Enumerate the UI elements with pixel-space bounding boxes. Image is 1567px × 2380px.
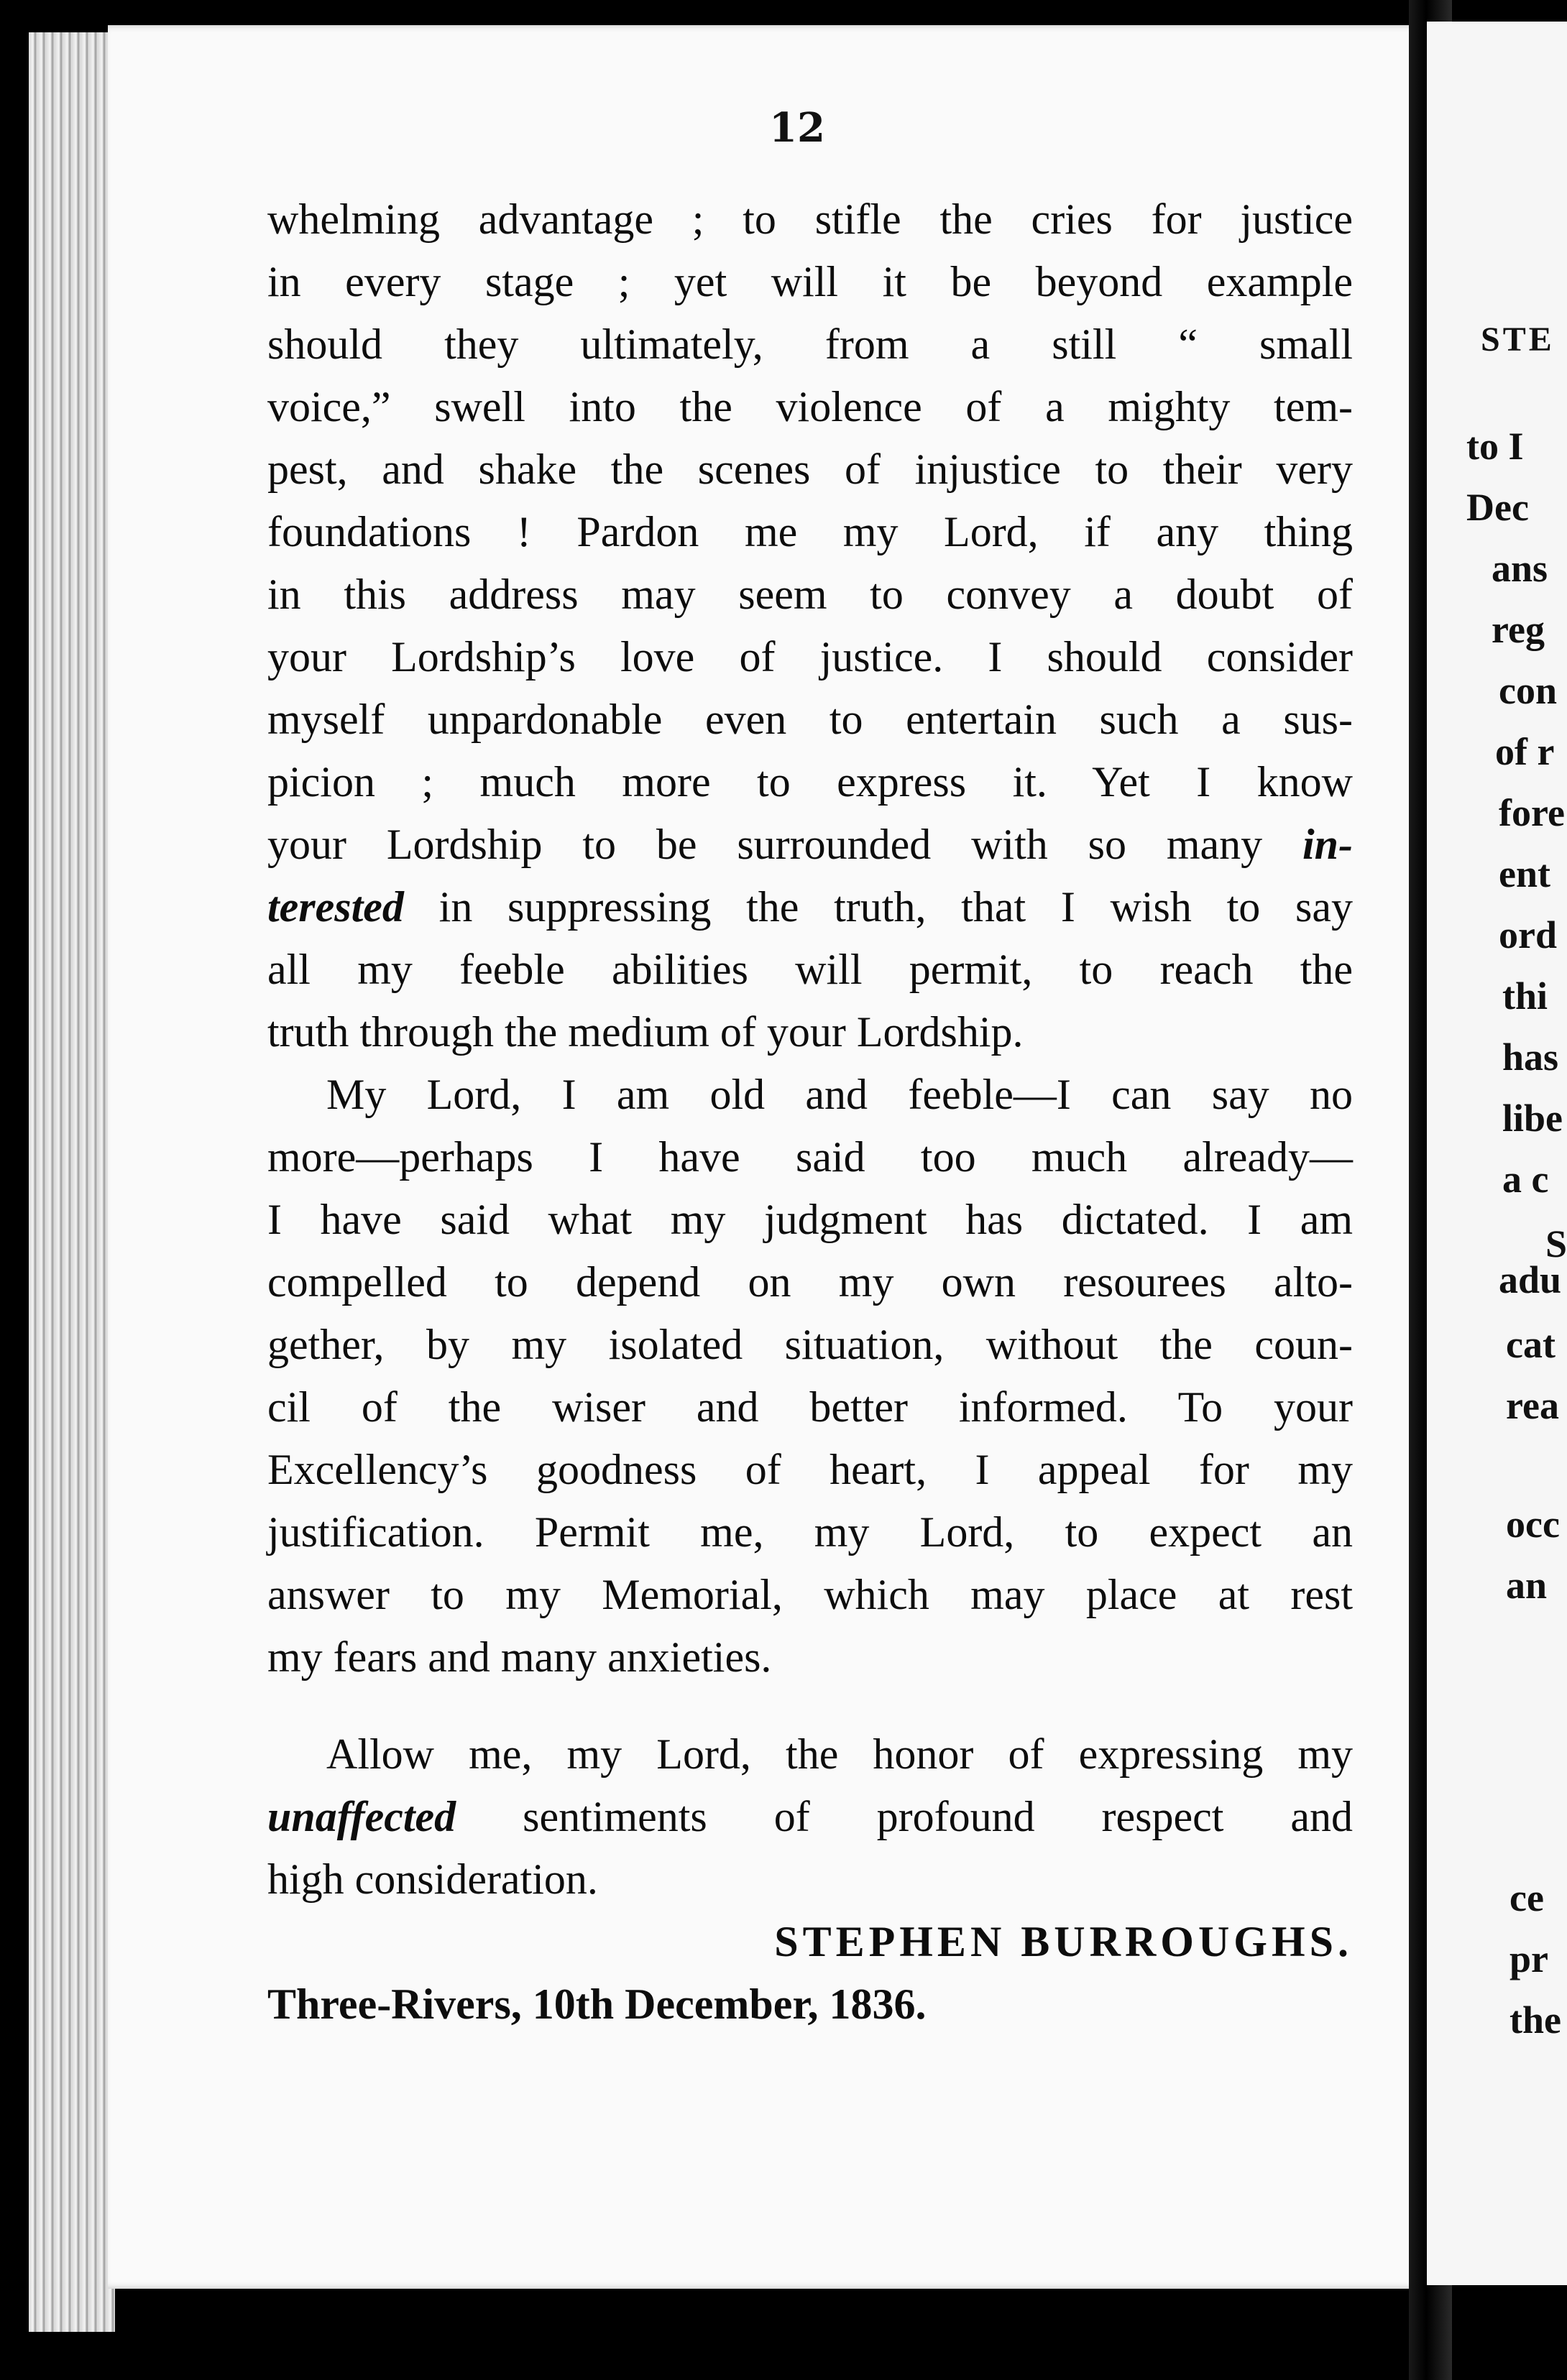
text-line: your Lordship to be surrounded with so many in-: [267, 821, 1353, 868]
text-line: answer to my Memorial, which may place at rest: [267, 1571, 1353, 1618]
text-line: compelled to depend on my own resourees alto-: [267, 1258, 1353, 1306]
next-page-fragment: con: [1499, 669, 1557, 712]
text-line: more—perhaps I have said too much already—: [267, 1133, 1353, 1181]
text-line: terested in suppressing the truth, that I wish to say: [267, 883, 1353, 931]
text-line: all my feeble abilities will permit, to reach the: [267, 946, 1353, 993]
text-line: in every stage ; yet will it be beyond example: [267, 258, 1353, 305]
text-line: My Lord, I am old and feeble—I can say no: [326, 1071, 1353, 1118]
page-text: [267, 188, 1353, 2036]
text-line: your Lordship’s love of justice. I should consider: [267, 633, 1353, 681]
next-page-fragment: libe: [1502, 1097, 1563, 1140]
next-page-fragment: rea: [1506, 1384, 1559, 1427]
text-line: pest, and shake the scenes of injustice to their very: [267, 446, 1353, 493]
text-line: [267, 1786, 1353, 1848]
text-line: picion ; much more to express it. Yet I know: [267, 758, 1353, 806]
italic-word: unaffected: [267, 1793, 456, 1840]
italic-word: terested: [267, 883, 404, 931]
next-page-fragment: adu: [1499, 1258, 1562, 1301]
page-number: 12: [769, 104, 825, 152]
text-line: in this address may seem to convey a doubt of: [267, 571, 1353, 618]
paragraph-gap: [267, 1689, 1353, 1723]
next-page-fragment: the: [1509, 1998, 1561, 2042]
next-page-fragment: thi: [1502, 974, 1548, 1018]
next-page-fragment: S: [1545, 1222, 1567, 1265]
text-line: Excellency’s goodness of heart, I appeal for my: [267, 1446, 1353, 1493]
next-page-fragment: pr: [1509, 1937, 1548, 1980]
text-line: I have said what my judgment has dictated. I am: [267, 1196, 1353, 1243]
next-page-fragment: occ: [1506, 1503, 1560, 1546]
signature: STEPHEN BURROUGHS.: [774, 1918, 1353, 1965]
next-page-fragment: ans: [1492, 547, 1548, 590]
next-page-fragment: ce: [1509, 1876, 1544, 1919]
italic-word: in-: [1302, 821, 1353, 868]
next-page-fragment: fore: [1499, 791, 1565, 834]
next-page-fragment: cat: [1506, 1323, 1555, 1366]
next-page-heading: STE: [1481, 320, 1555, 359]
text-line: gether, by my isolated situation, without the coun-: [267, 1321, 1353, 1368]
next-page-fragment: to I: [1466, 425, 1524, 468]
next-page-fragment: a c: [1502, 1158, 1549, 1201]
text-line: voice,” swell into the violence of a mighty tem-: [267, 383, 1353, 430]
text-line: justification. Permit me, my Lord, to expect an: [267, 1508, 1353, 1556]
text-line: Allow me, my Lord, the honor of expressing my: [326, 1730, 1353, 1778]
next-page-fragment: ent: [1499, 852, 1550, 895]
dateline: Three-Rivers, 10th December, 1836.: [267, 1980, 927, 2028]
text-line: cil of the wiser and better informed. To your: [267, 1383, 1353, 1431]
text-line: whelming advantage ; to stifle the cries for justice: [267, 195, 1353, 243]
text-span: sentiments of profound respect and: [456, 1793, 1353, 1840]
text-line: foundations ! Pardon me my Lord, if any thing: [267, 508, 1353, 555]
text-line: myself unpardonable even to entertain such a sus-: [267, 696, 1353, 743]
next-page-fragment: Dec: [1466, 486, 1529, 529]
next-page-fragment: ord: [1499, 913, 1557, 956]
text-line: my fears and many anxieties.: [267, 1633, 772, 1681]
text-line: high consideration.: [267, 1855, 598, 1903]
next-page-fragment: an: [1506, 1564, 1548, 1607]
text-line: truth through the medium of your Lordship.: [267, 1008, 1024, 1056]
next-page-fragment: of r: [1495, 730, 1555, 773]
next-page-fragment: has: [1502, 1036, 1559, 1079]
book-page-edges: [29, 32, 115, 2332]
text-line: should they ultimately, from a still “ small: [267, 320, 1353, 368]
next-page-fragment: reg: [1492, 608, 1545, 651]
